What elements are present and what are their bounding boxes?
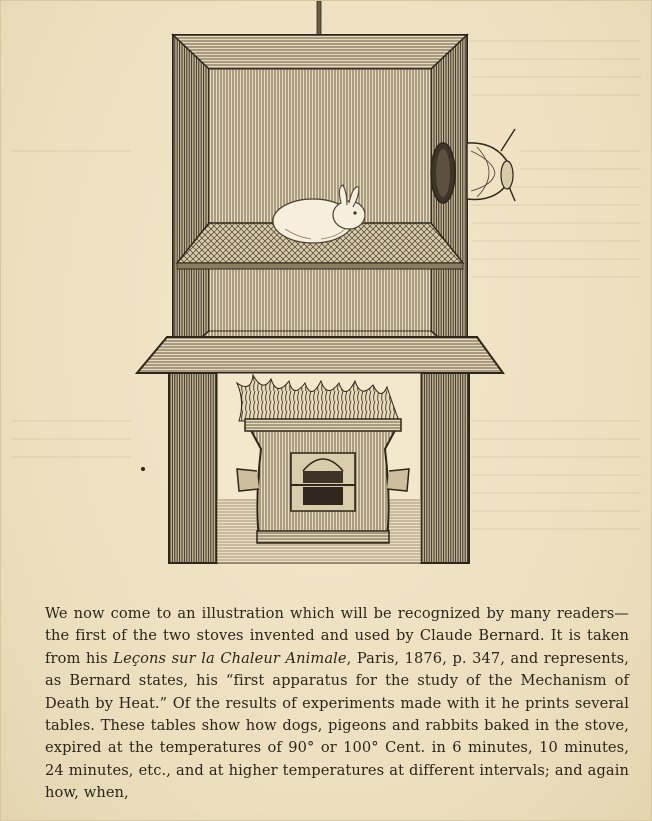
caption-paragraph [45,603,629,805]
stove-illustration [1,1,652,586]
book-title: Leçons sur la Chaleur Animale [113,649,347,667]
caption-text-start: We now come to an illustration which will be recognized by many readers—the first of the two stoves invented and used by Claude Bernard. It is taken from his [45,605,629,667]
caption-text-rest: , Paris, 1876, p. 347, and represents, as Bernard states, his “first apparatus for the study of the Mechanism of Death by Heat.” Of the results of experiments made with it he prints several tables. These tables show how dogs, pigeons and rabbits baked in the stove, expired at the temperatures of 90° or 100° Cent. in 6 minutes, 10 minutes, 24 minutes, etc., and at higher temperatures at different intervals; and again how, when, [45,649,629,802]
